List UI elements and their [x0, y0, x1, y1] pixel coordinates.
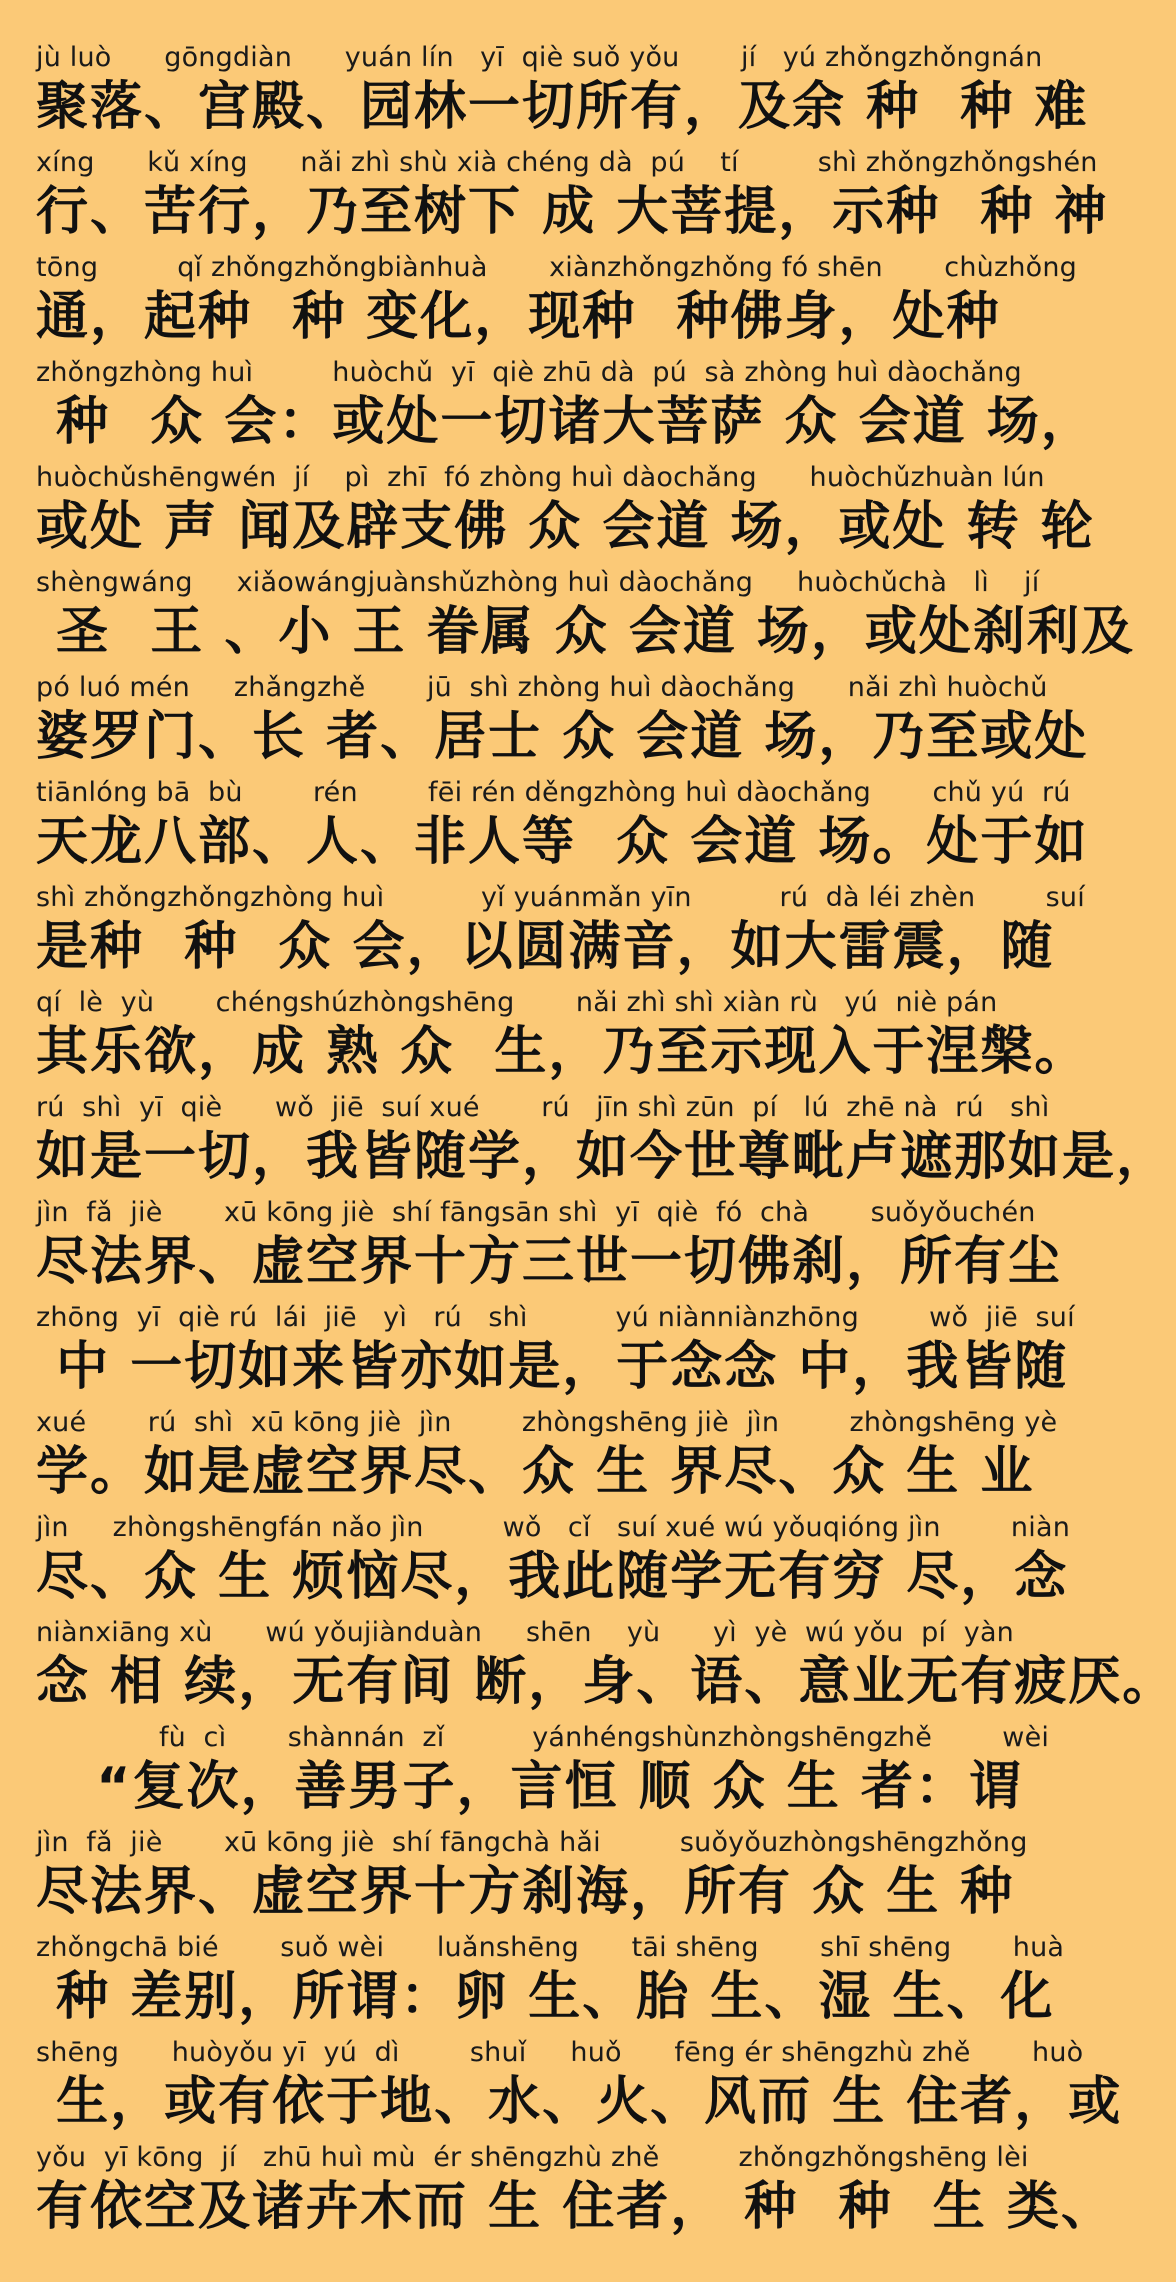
chinese-text: 聚落、宫殿、园林一切所有，及余 种 种 难	[36, 77, 1089, 137]
chinese-text: 尽、众 生 烦恼尽，我此随学无有穷 尽，念	[36, 1547, 1069, 1607]
chinese-text: 种 差别，所谓：卵 生、胎 生、湿 生、化	[36, 1967, 1055, 2027]
text-line	[36, 460, 1095, 565]
text-line	[36, 1825, 1044, 1930]
chinese-text: 种 众 会：或处一切诸大菩萨 众 会道 场，	[36, 392, 1095, 452]
chinese-text: 念 相 续，无有间 断，身、语、意业无有疲厌。	[36, 1652, 1176, 1712]
chinese-text: 婆罗门、长 者、居士 众 会道 场，乃至或处	[36, 707, 1089, 767]
pinyin-annotation: jìn zhòngshēngfán nǎo jìn wǒ cǐ suí xué wú yǒuqióng jìn niàn	[36, 1512, 1071, 1543]
pinyin-annotation: zhōng yī qiè rú lái jiē yì rú shì yú niànniànzhōng wǒ jiē suí	[36, 1302, 1075, 1333]
pinyin-annotation: pó luó mén zhǎngzhě jū shì zhòng huì dàochǎng nǎi zhì huòchǔ	[36, 672, 1048, 703]
pinyin-annotation: jìn fǎ jiè xū kōng jiè shí fāngchà hǎi suǒyǒuzhòngshēngzhǒng	[36, 1827, 1028, 1858]
text-line	[36, 2140, 1115, 2245]
text-line	[36, 1510, 1071, 1615]
pinyin-annotation: qí lè yù chéngshúzhòngshēng nǎi zhì shì xiàn rù yú niè pán	[36, 987, 998, 1018]
chinese-text: 如是一切，我皆随学，如今世尊毗卢遮那如是，	[36, 1127, 1171, 1187]
text-line	[36, 250, 1078, 355]
chinese-text: 其乐欲，成 熟 众 生，乃至示现入于涅槃。	[36, 1022, 1089, 1082]
pinyin-annotation: yǒu yī kōng jí zhū huì mù ér shēngzhù zhě zhǒngzhǒngshēng lèi	[36, 2142, 1029, 2173]
chinese-text: 生，或有依于地、水、火、风而 生 住者，或	[36, 2072, 1123, 2132]
pinyin-annotation: rú shì yī qiè wǒ jiē suí xué rú jīn shì zūn pí lú zhē nà rú shì	[36, 1092, 1050, 1123]
chinese-text: 通，起种 种 变化，现种 种佛身，处种	[36, 287, 1001, 347]
chinese-text: 学。如是虚空界尽、众 生 界尽、众 生 业	[36, 1442, 1035, 1502]
text-line	[36, 775, 1089, 880]
pinyin-annotation: shì zhǒngzhǒngzhòng huì yǐ yuánmǎn yīn rú dà léi zhèn suí	[36, 882, 1085, 913]
text-line	[36, 2035, 1123, 2140]
text-line	[36, 1300, 1075, 1405]
pinyin-annotation: huòchǔshēngwén jí pì zhī fó zhòng huì dàochǎng huòchǔzhuàn lún	[36, 462, 1045, 493]
pinyin-annotation: xíng kǔ xíng nǎi zhì shù xià chéng dà pú tí shì zhǒngzhǒngshén	[36, 147, 1098, 178]
pinyin-annotation: shēng huòyǒu yī yú dì shuǐ huǒ fēng ér shēngzhù zhě huò	[36, 2037, 1084, 2068]
text-line	[36, 1195, 1063, 1300]
text-line	[36, 1405, 1058, 1510]
pinyin-annotation: shèngwáng xiǎowángjuànshǔzhòng huì dàochǎng huòchǔchà lì jí	[36, 567, 1040, 598]
chinese-text: 尽法界、虚空界十方三世一切佛刹，所有尘	[36, 1232, 1063, 1292]
chinese-text: 中 一切如来皆亦如是，于念念 中，我皆随	[36, 1337, 1069, 1397]
pinyin-annotation: jìn fǎ jiè xū kōng jiè shí fāngsān shì yī qiè fó chà suǒyǒuchén	[36, 1197, 1036, 1228]
pinyin-annotation: zhǒngzhòng huì huòchǔ yī qiè zhū dà pú sà zhòng huì dàochǎng	[36, 357, 1022, 388]
text-line	[36, 670, 1089, 775]
pinyin-annotation: zhǒngchā bié suǒ wèi luǎnshēng tāi shēng shī shēng huà	[36, 1932, 1065, 1963]
chinese-text: 圣 王 、小 王 眷属 众 会道 场，或处刹利及	[36, 602, 1135, 662]
text-line	[36, 1930, 1065, 2035]
chinese-text: 是种 种 众 会，以圆满音，如大雷震，随	[36, 917, 1055, 977]
text-line	[36, 985, 1089, 1090]
text-line	[36, 880, 1085, 985]
text-line	[36, 355, 1095, 460]
text-line	[36, 145, 1109, 250]
text-line	[36, 40, 1089, 145]
text-line	[36, 1090, 1171, 1195]
text-line	[36, 1720, 1050, 1825]
text-line	[36, 565, 1135, 670]
chinese-text: 天龙八部、人、非人等 众 会道 场。处于如	[36, 812, 1089, 872]
chinese-text: 尽法界、虚空界十方刹海，所有 众 生 种	[36, 1862, 1015, 1922]
pinyin-annotation: fù cì shànnán zǐ yánhéngshùnzhòngshēngzhě wèi	[36, 1722, 1050, 1753]
pinyin-annotation: tōng qǐ zhǒngzhǒngbiànhuà xiànzhǒngzhǒng fó shēn chùzhǒng	[36, 252, 1078, 283]
pinyin-annotation: niànxiāng xù wú yǒujiànduàn shēn yù yì yè wú yǒu pí yàn	[36, 1617, 1014, 1648]
pinyin-annotation: xué rú shì xū kōng jiè jìn zhòngshēng jiè jìn zhòngshēng yè	[36, 1407, 1058, 1438]
chinese-text: 或处 声 闻及辟支佛 众 会道 场，或处 转 轮	[36, 497, 1095, 557]
chinese-text: “复次，善男子，言恒 顺 众 生 者：谓	[36, 1757, 1023, 1817]
text-line	[36, 1615, 1176, 1720]
pinyin-annotation: tiānlóng bā bù rén fēi rén děngzhòng huì dàochǎng chǔ yú rú	[36, 777, 1071, 808]
chinese-text: 行、苦行，乃至树下 成 大菩提，示种 种 神	[36, 182, 1109, 242]
chinese-text: 有依空及诸卉木而 生 住者， 种 种 生 类、	[36, 2177, 1115, 2237]
pinyin-annotation: jù luò gōngdiàn yuán lín yī qiè suǒ yǒu jí yú zhǒngzhǒngnán	[36, 42, 1043, 73]
